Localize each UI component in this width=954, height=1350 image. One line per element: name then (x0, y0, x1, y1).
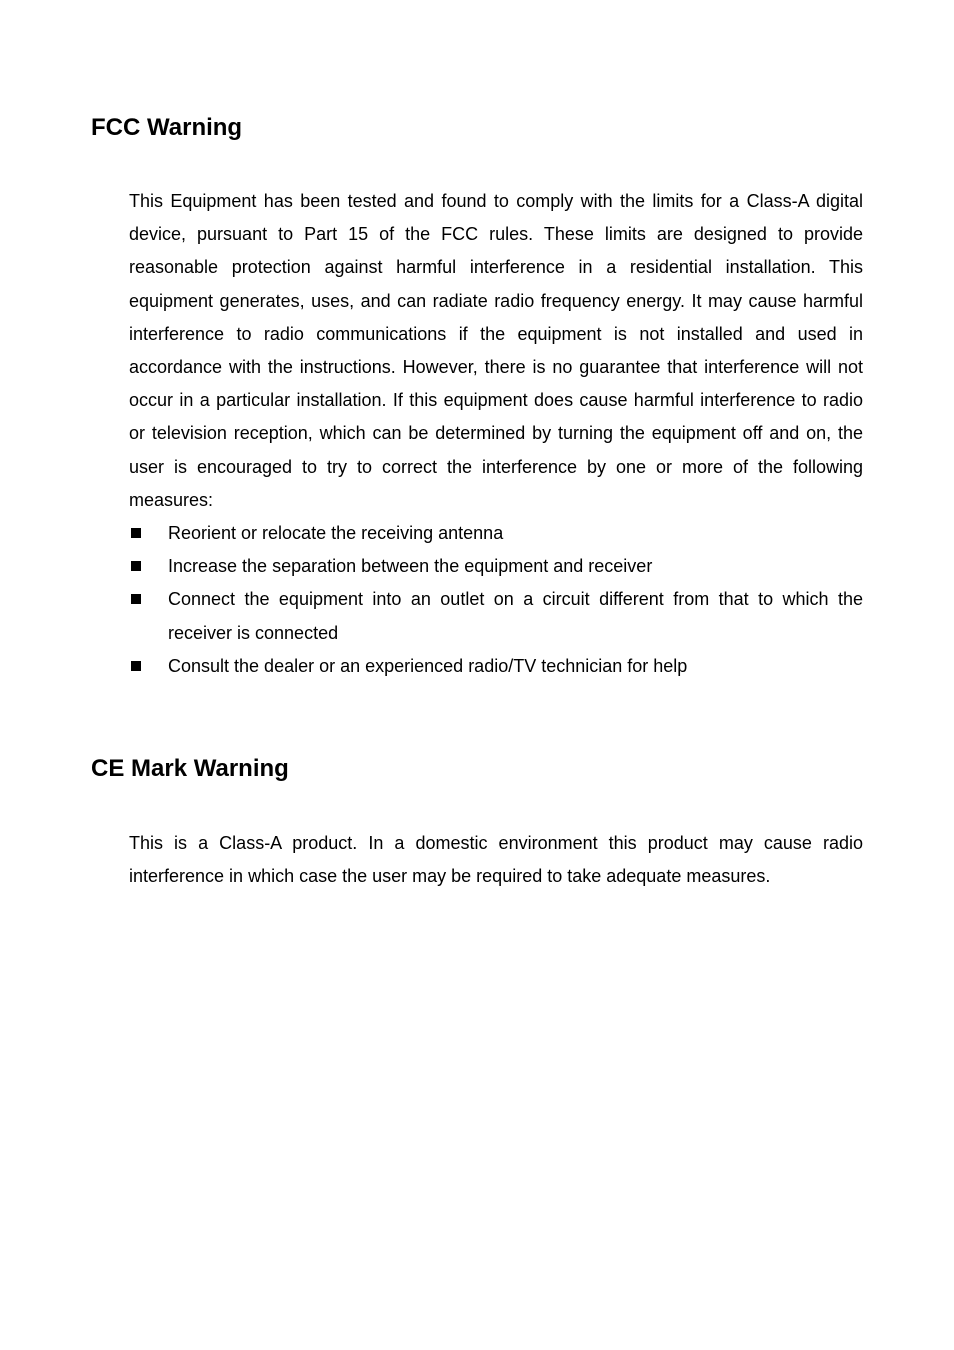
square-bullet-icon (131, 561, 141, 571)
list-item (129, 550, 863, 583)
fcc-warning-paragraph: This Equipment has been tested and found to comply with the limits for a Class-A digital device, pursuant to Part 15 of the FCC rules. These limits are designed to provide reasonable protection against harmful interference in a residential installation. This equipment generates, uses, and can radiate radio frequency energy. It may cause harmful interference to radio communications if the equipment is not installed and used in accordance with the instructions. However, there is no guarantee that interference will not occur in a particular installation. If this equipment does cause harmful interference to radio or television reception, which can be determined by turning the equipment off and on, the user is encouraged to try to correct the interference by one or more of the following measures: (129, 191, 863, 510)
ce-mark-warning-heading: CE Mark Warning (91, 755, 289, 782)
list-item (129, 650, 863, 683)
list-item-text: Connect the equipment into an outlet on a circuit different from that to which the receiver is connected (168, 589, 863, 643)
list-item-text: Consult the dealer or an experienced radio/TV technician for help (168, 655, 688, 676)
ce-mark-warning-paragraph: This is a Class-A product. In a domestic environment this product may cause radio interference in which case the user may be required to take adequate measures. (129, 833, 863, 887)
square-bullet-icon (131, 661, 141, 671)
list-item-text: Increase the separation between the equipment and receiver (168, 556, 653, 577)
fcc-warning-heading: FCC Warning (91, 114, 243, 141)
list-item (129, 517, 863, 550)
list-item (129, 583, 863, 649)
fcc-measures-list (129, 517, 863, 683)
square-bullet-icon (131, 528, 141, 538)
list-item-text: Reorient or relocate the receiving antenna (168, 523, 504, 543)
square-bullet-icon (131, 594, 141, 604)
